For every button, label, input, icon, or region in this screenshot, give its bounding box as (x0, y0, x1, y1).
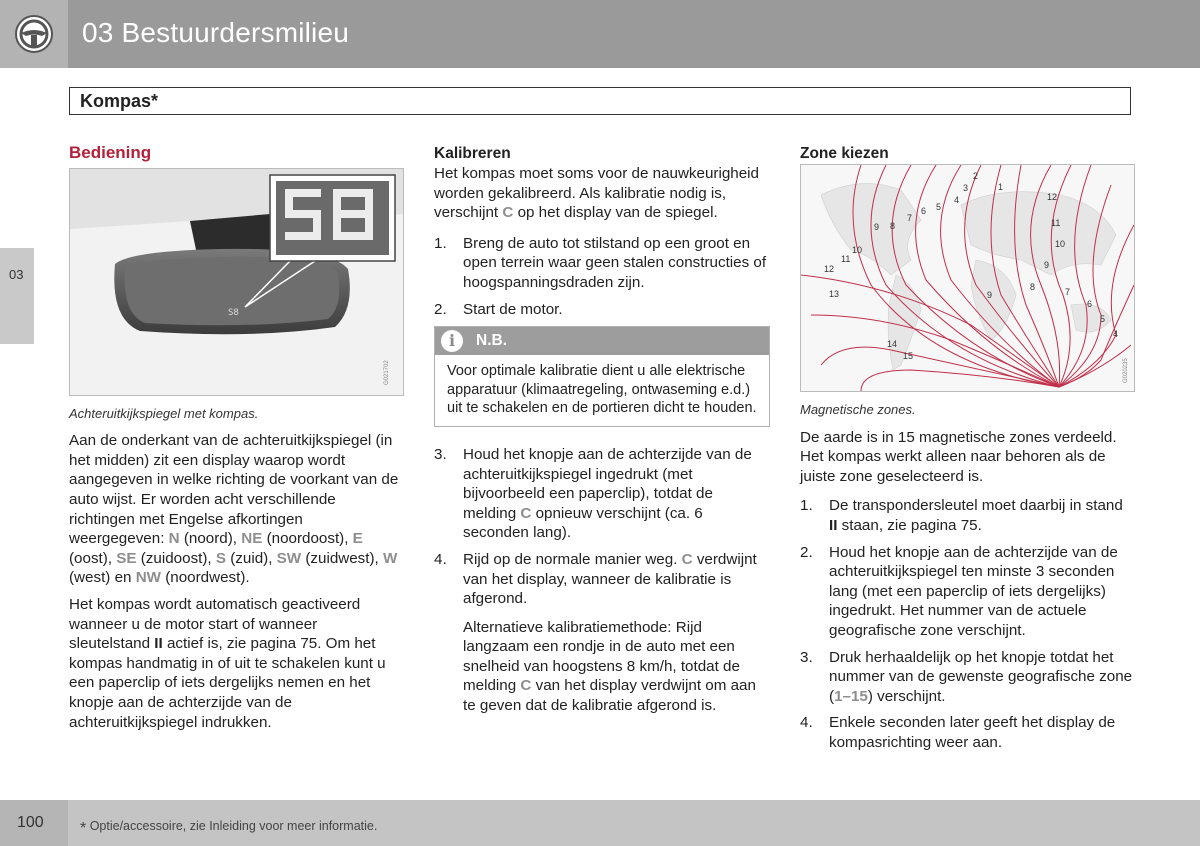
list-item: 2. Houd het knopje aan de achterzijde van de achteruitkijkspiegel ten minste 3 seconden lang (met een paperclip of iets dergelijks) ingedrukt. Het nummer van de actuele geografische zone verschijnt. (800, 543, 1118, 639)
list-item: 2. Start de motor. (434, 300, 563, 318)
zone-label: 9 (987, 290, 993, 300)
heading-zone-select: Zone kiezen (800, 145, 889, 162)
note-text: Voor optimale kalibratie dient u alle elektrische apparatuur (klimaatregeling, ontwaseming e.d.) uit te schakelen en de portieren dicht te houden. (447, 363, 757, 417)
zone-label: 7 (907, 213, 913, 223)
zone-label: 3 (963, 183, 969, 193)
zone-label: 9 (1044, 260, 1050, 270)
zone-label: 5 (1100, 314, 1106, 324)
zone-label: 1 (998, 182, 1004, 192)
zone-label: 2 (973, 171, 979, 181)
list-item: 4. Enkele seconden later geeft het display de kompasrichting weer aan. (800, 714, 1116, 751)
rearview-mirror-illustration (70, 169, 403, 395)
zone-label: 13 (829, 289, 840, 299)
zones-intro: De aarde is in 15 magnetische zones verdeeld. Het kompas werkt alleen naar behoren als de juiste zone geselecteerd is. (800, 428, 1117, 485)
steering-wheel-icon (14, 14, 54, 54)
alternative-method: Alternatieve kalibratiemethode: Rijd langzaam een rondje in de auto met een snelheid van hoogstens 8 km/h, totdat de melding C van het display verdwijnt om aan te geven dat de kalibratie afgerond is. (463, 618, 756, 715)
list-item: 3. Houd het knopje aan de achterzijde van de achteruitkijkspiegel ingedrukt (met bijvoorbeeld een paperclip), totdat de melding C opnieuw verschijnt (ca. 6 seconden lang). (434, 445, 752, 542)
zone-label: 10 (852, 245, 863, 255)
zone-label: 15 (903, 351, 914, 361)
zone-label: 8 (890, 221, 896, 231)
logo-box (0, 0, 68, 68)
chapter-side-tab (0, 248, 34, 344)
zone-label: 4 (1113, 329, 1119, 339)
figure-code: G020235 (1123, 358, 1129, 383)
chapter-title: 03 Bestuurdersmilieu (82, 17, 350, 48)
zone-label: 11 (841, 254, 851, 264)
zones-figure (800, 164, 1135, 392)
info-icon: i (441, 330, 463, 352)
chapter-header (0, 0, 1200, 68)
zone-steps (800, 496, 1135, 752)
mirror-figure (69, 168, 404, 396)
note-box (434, 326, 770, 427)
page-footer (0, 800, 1200, 846)
zone-label: 7 (1065, 287, 1071, 297)
zone-label: 9 (874, 222, 880, 232)
mirror-display-text: S8 (228, 307, 239, 318)
list-item: 3. Druk herhaaldelijk op het knopje totdat het nummer van de gewenste geografische zone (1–15) verschijnt. (800, 648, 1133, 705)
note-header (435, 327, 769, 355)
zone-label: 14 (887, 339, 898, 349)
directions-paragraph: Aan de onderkant van de achteruitkijkspiegel (in het midden) zit een display waarop wordt aangegeven in welke richting de voorkant van de auto wijst. Er worden acht verschillende richtingen met Engelse afkortingen weergegeven: N (noord), NE (noordoost), E (oost), SE (zuidoost), S (zuid), SW (zuidwest), W (west) en NW (noordwest). (69, 432, 399, 587)
zone-label: 11 (1051, 218, 1061, 228)
column-operation (69, 143, 402, 739)
calibration-steps (434, 234, 770, 319)
zone-label: 6 (921, 206, 927, 216)
calibration-intro: Het kompas moet soms voor de nauwkeurigheid worden gekalibreerd. Als kalibratie nodig is, verschijnt C op het display van de spiegel. (434, 165, 760, 222)
list-item: 4. Rijd op de normale manier weg. C verdwijnt van het display, wanneer de kalibratie is afgerond. Alternatieve kalibratiemethode: Rijd langzaam een rondje in de auto met een snelheid van hoogstens 8 km/h, totdat de melding C van het display verdwijnt om aan te geven dat de kalibratie afgerond is. (434, 550, 770, 716)
list-item: 1. De transpondersleutel moet daarbij in stand II staan, zie pagina 75. (800, 497, 1123, 534)
magnetic-zones-map (801, 165, 1134, 391)
footnote: * Optie/accessoire, zie Inleiding voor meer informatie. (80, 819, 378, 837)
section-title-box (69, 87, 1131, 115)
zones-caption: Magnetische zones. (800, 402, 916, 417)
heading-operation: Bediening (69, 143, 152, 162)
zone-label: 8 (1030, 282, 1036, 292)
zone-label: 12 (824, 264, 835, 274)
zone-label: 6 (1087, 299, 1093, 309)
zone-label: 4 (954, 195, 960, 205)
activation-paragraph: Het kompas wordt automatisch geactiveerd wanneer u de motor start of wanneer sleutelstand II actief is, zie pagina 75. Om het kompas handmatig in of uit te schakelen kunt u een paperclip of iets dergelijks nemen en het knopje aan de achterzijde van de achteruitkijkspiegel indrukken. (69, 595, 386, 731)
heading-calibration: Kalibreren (434, 145, 511, 162)
note-title: N.B. (476, 332, 507, 350)
column-zone-select (800, 143, 1135, 760)
mirror-caption: Achteruitkijkspiegel met kompas. (69, 405, 259, 421)
calibration-steps-continued (434, 445, 770, 716)
figure-code: G021702 (384, 359, 390, 385)
zone-label: 12 (1047, 192, 1058, 202)
page-number: 100 (17, 814, 44, 831)
column-calibration (434, 143, 770, 723)
section-title: Kompas* (80, 91, 159, 111)
side-tab-label: 03 (9, 267, 24, 282)
zone-label: 10 (1055, 239, 1066, 249)
page-number-box (0, 800, 68, 846)
zone-label: 5 (936, 202, 942, 212)
list-item: 1. Breng de auto tot stilstand op een groot en open terrein waar geen stalen constructies of hoogspanningsdraden zijn. (434, 234, 767, 291)
